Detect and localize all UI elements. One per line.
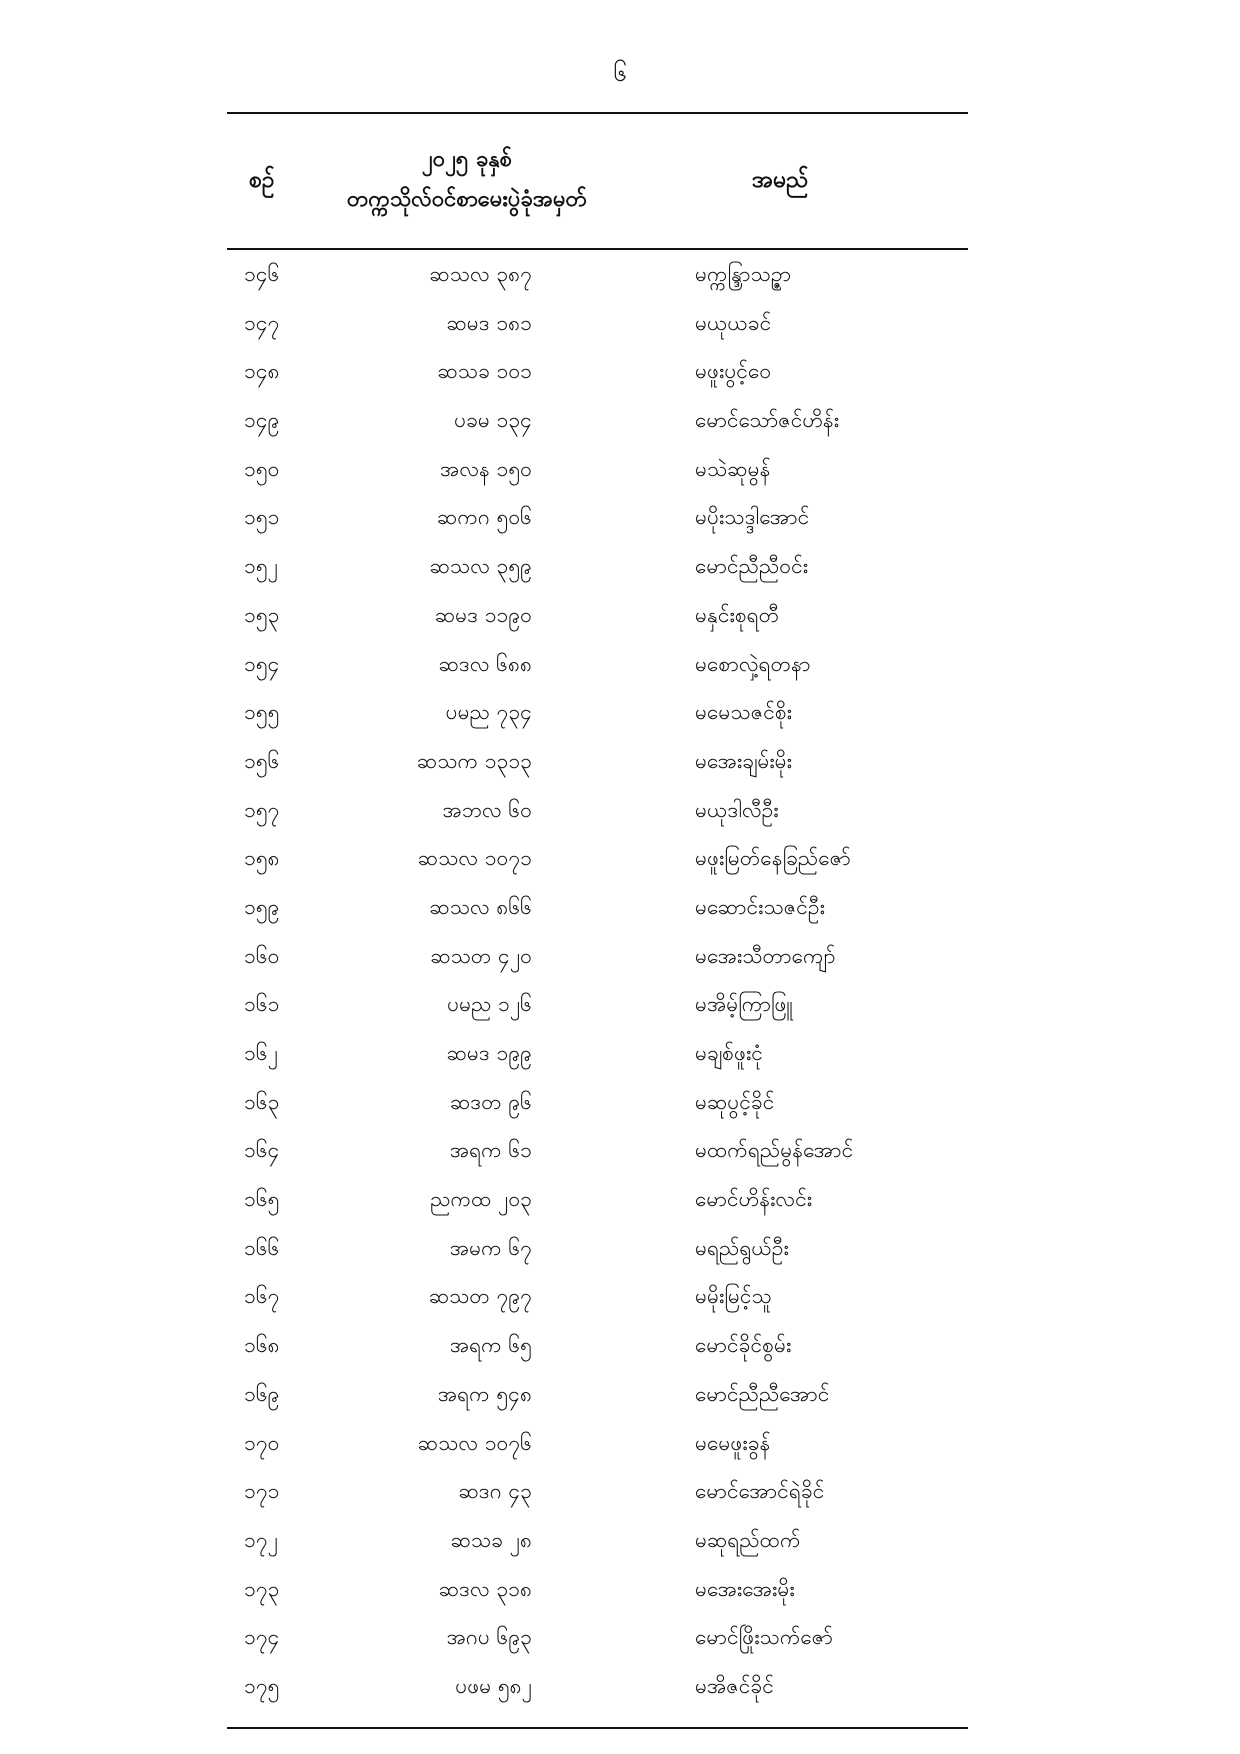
name-cell: မအေးအေးမိုး xyxy=(695,1576,795,1601)
table-row xyxy=(227,642,968,691)
table-row xyxy=(227,1226,968,1275)
name-cell: မဖူးမြတ်နေခြည်ဇော် xyxy=(695,846,851,871)
serial-cell: ၁၄၇ xyxy=(244,310,280,335)
table-row xyxy=(227,1372,968,1421)
exam-number-cell: အရက ၆၁ xyxy=(449,1138,532,1163)
table-body xyxy=(227,250,968,1727)
name-cell: မယုဒါလီဦး xyxy=(695,797,779,822)
name-cell: မပိုးသဒ္ဒါအောင် xyxy=(695,505,810,530)
table-row xyxy=(227,495,968,544)
exam-number-cell: အဂပ ၆၉၃ xyxy=(446,1625,532,1650)
table-bottom-rule xyxy=(227,1727,968,1729)
header-exam-number xyxy=(317,140,617,220)
name-cell: မောင်သော်ဇင်ဟိန်း xyxy=(695,408,840,433)
name-cell: မဆုပွင့်ခိုင် xyxy=(695,1089,775,1114)
page-number: ၆ xyxy=(613,59,627,87)
serial-cell: ၁၅၅ xyxy=(244,700,280,725)
name-cell: မမေသဇင်စိုး xyxy=(695,700,792,725)
serial-cell: ၁၇၁ xyxy=(244,1479,280,1504)
serial-cell: ၁၆၃ xyxy=(244,1089,280,1114)
serial-cell: ၁၅၁ xyxy=(244,505,280,530)
table-row xyxy=(227,1177,968,1226)
serial-cell: ၁၇၃ xyxy=(244,1576,280,1601)
name-cell: မအိဇင်ခိုင် xyxy=(695,1673,774,1698)
exam-number-cell: ဆသလ ၁၀၇၆ xyxy=(417,1430,532,1455)
name-cell: မက္ကန္ဒြာသဥ္ဇာ xyxy=(695,262,792,286)
table-row xyxy=(227,349,968,398)
table-row xyxy=(227,301,968,350)
name-cell: မောင်ဖြိုးသက်ဇော် xyxy=(695,1625,833,1650)
serial-cell: ၁၄၆ xyxy=(244,262,280,286)
name-cell: မအေးသီတာကျော် xyxy=(695,943,836,968)
serial-cell: ၁၅၂ xyxy=(244,554,278,579)
serial-cell: ၁၇၅ xyxy=(244,1673,280,1698)
exam-number-cell: ဆသခ ၂၈ xyxy=(450,1527,532,1552)
table-row xyxy=(227,836,968,885)
table-row xyxy=(227,1518,968,1567)
table-row xyxy=(227,1664,968,1713)
serial-cell: ၁၆၈ xyxy=(244,1333,280,1358)
serial-cell: ၁၇၂ xyxy=(244,1527,278,1552)
table-row xyxy=(227,1031,968,1080)
table-row xyxy=(227,544,968,593)
name-cell: မနှင်းစုရတီ xyxy=(695,602,780,627)
name-cell: မောင်ညီညီအောင် xyxy=(695,1381,830,1406)
table-row xyxy=(227,739,968,788)
serial-cell: ၁၄၉ xyxy=(244,408,280,433)
table-row xyxy=(227,934,968,983)
table-row xyxy=(227,1323,968,1372)
exam-number-cell: ဆဒတ ၉၆ xyxy=(449,1089,532,1114)
name-cell: မရည်ရွယ်ဦး xyxy=(695,1235,789,1260)
name-cell: မသဲဆုမွန် xyxy=(695,456,771,481)
serial-cell: ၁၇၄ xyxy=(244,1625,280,1650)
exam-number-cell: ပမည ၇၃၄ xyxy=(445,700,532,725)
table-row xyxy=(227,593,968,642)
exam-number-cell: ဆသတ ၄၂၀ xyxy=(430,943,532,968)
exam-number-cell: ပခမ ၁၃၄ xyxy=(454,408,532,433)
exam-number-cell: ဆမဒ ၁၉၉ xyxy=(446,1041,532,1065)
exam-number-cell: ဆသလ ၃၅၉ xyxy=(429,554,532,579)
exam-number-cell: အမက ၆၇ xyxy=(449,1235,532,1260)
table-row xyxy=(227,1469,968,1518)
header-exam-line2: တက္ကသိုလ်ဝင်စာမေးပွဲခုံအမှတ် xyxy=(346,187,588,212)
name-cell: မအိမ့်ကြာဖြူ xyxy=(695,992,793,1017)
exam-number-cell: ဆသက ၁၃၁၃ xyxy=(416,748,532,773)
serial-cell: ၁၆၅ xyxy=(244,1187,280,1212)
serial-cell: ၁၆၄ xyxy=(244,1138,280,1163)
serial-cell: ၁၅၇ xyxy=(244,797,280,822)
table-row xyxy=(227,788,968,837)
serial-cell: ၁၄၈ xyxy=(244,359,280,384)
name-cell: မောင်ခိုင်စွမ်း xyxy=(695,1333,792,1358)
table-row xyxy=(227,447,968,496)
name-cell: မောင်ညီညီဝင်း xyxy=(695,554,809,579)
exam-number-cell: ပဖမ ၅၈၂ xyxy=(455,1673,532,1698)
name-cell: မမေဖူးခွန် xyxy=(695,1430,771,1455)
exam-number-cell: ဆသတ ၇၉၇ xyxy=(428,1284,532,1309)
exam-number-cell: ဆသခ ၁၀၁ xyxy=(437,359,532,384)
name-cell: မဖူးပွင့်ဝေ xyxy=(695,359,772,384)
exam-number-cell: ဆသလ ၃၈၇ xyxy=(429,262,532,286)
table-row xyxy=(227,1274,968,1323)
results-table xyxy=(227,112,968,1729)
serial-cell: ၁၆၂ xyxy=(244,1041,278,1065)
serial-cell: ၁၆၁ xyxy=(244,992,280,1017)
exam-number-cell: ဆကဂ ၅၀၆ xyxy=(437,505,532,530)
header-serial: စဉ် xyxy=(249,167,275,193)
name-cell: မောင်ဟိန်းလင်း xyxy=(695,1187,813,1212)
name-cell: မချစ်ဖူးငုံ xyxy=(695,1041,763,1065)
name-cell: မောင်အောင်ရဲခိုင် xyxy=(695,1479,825,1504)
serial-cell: ၁၅၆ xyxy=(244,748,280,773)
exam-number-cell: ဆသလ ၈၆၆ xyxy=(429,894,532,919)
serial-cell: ၁၆၇ xyxy=(244,1284,280,1309)
header-name: အမည် xyxy=(752,167,809,193)
exam-number-cell: အရက ၅၄၈ xyxy=(437,1381,532,1406)
table-row xyxy=(227,398,968,447)
name-cell: မမိုးမြင့်သူ xyxy=(695,1284,772,1309)
serial-cell: ၁၅၃ xyxy=(244,602,280,627)
table-header xyxy=(227,114,968,248)
serial-cell: ၁၅၄ xyxy=(244,651,280,676)
exam-number-cell: အဘလ ၆၀ xyxy=(442,797,532,822)
exam-number-cell: ဆမဒ ၁၁၉၀ xyxy=(434,602,532,627)
exam-number-cell: ဆသလ ၁၀၇၁ xyxy=(417,846,532,871)
header-exam-line1: ၂၀၂၅ ခုနှစ် xyxy=(421,147,513,172)
name-cell: မယုယခင် xyxy=(695,310,772,335)
serial-cell: ၁၅၉ xyxy=(244,894,280,919)
table-row xyxy=(227,1421,968,1470)
table-row xyxy=(227,690,968,739)
serial-cell: ၁၆၆ xyxy=(244,1235,280,1260)
table-row xyxy=(227,252,968,301)
serial-cell: ၁၅၀ xyxy=(244,456,280,481)
serial-cell: ၁၆၉ xyxy=(244,1381,280,1406)
name-cell: မအေးချမ်းမိုး xyxy=(695,748,792,773)
exam-number-cell: ဆဒလ ၆၈၈ xyxy=(438,651,532,676)
name-cell: မထက်ရည်မွန်အောင် xyxy=(695,1138,854,1163)
table-row xyxy=(227,982,968,1031)
exam-number-cell: ပမည ၁၂၆ xyxy=(447,992,532,1017)
exam-number-cell: အလန ၁၅၀ xyxy=(440,456,532,481)
exam-number-cell: ညကထ ၂၀၃ xyxy=(430,1187,532,1212)
table-row xyxy=(227,1615,968,1664)
exam-number-cell: ဆဒလ ၃၁၈ xyxy=(438,1576,532,1601)
table-row xyxy=(227,1080,968,1129)
name-cell: မဆောင်းသဇင်ဦး xyxy=(695,894,825,919)
table-row xyxy=(227,1128,968,1177)
exam-number-cell: အရက ၆၅ xyxy=(449,1333,532,1358)
exam-number-cell: ဆမဒ ၁၈၁ xyxy=(446,310,532,335)
exam-number-cell: ဆဒဂ ၄၃ xyxy=(458,1479,532,1504)
serial-cell: ၁၅၈ xyxy=(244,846,280,871)
name-cell: မစောလှဲ့ရတနာ xyxy=(695,651,811,676)
serial-cell: ၁၇၀ xyxy=(244,1430,280,1455)
name-cell: မဆုရည်ထက် xyxy=(695,1527,801,1552)
serial-cell: ၁၆၀ xyxy=(244,943,280,968)
table-row xyxy=(227,1567,968,1616)
table-row xyxy=(227,885,968,934)
